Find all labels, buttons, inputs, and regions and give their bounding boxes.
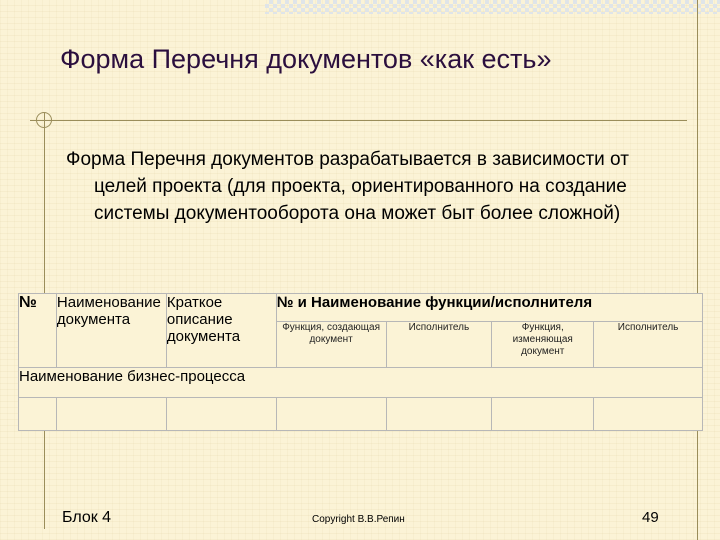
- footer-block-label: Блок 4: [62, 509, 112, 526]
- header-function-creating: Функция, создающая документ: [276, 322, 386, 368]
- header-function-changing: Функция, изменяющая документ: [492, 322, 594, 368]
- table-cell: [492, 398, 594, 431]
- table-cell: [166, 398, 276, 431]
- header-performer-1: Исполнитель: [386, 322, 492, 368]
- slide-title: Форма Перечня документов «как есть»: [60, 44, 552, 74]
- document-list-table: [18, 293, 703, 431]
- table-cell: [19, 398, 57, 431]
- table-cell: [386, 398, 492, 431]
- footer-page-number: 49: [642, 509, 659, 526]
- header-number: №: [19, 294, 57, 368]
- decorative-circle-icon: [36, 112, 52, 128]
- business-process-row: Наименование бизнес-процесса: [19, 368, 703, 398]
- table-cell: [56, 398, 166, 431]
- decorative-right-line: [697, 0, 698, 540]
- decorative-horizontal-line: [30, 120, 687, 121]
- table-cell: [276, 398, 386, 431]
- header-document-name: Наименование документа: [56, 294, 166, 368]
- header-performer-2: Исполнитель: [594, 322, 703, 368]
- decorative-checker-band: [265, 0, 720, 14]
- slide-body-text: Форма Перечня документов разрабатывается в зависимости от целей проекта (для проекта, ориентированного на создание системы документооборота она может быт более сложной): [66, 149, 629, 224]
- header-function-performer: № и Наименование функции/исполнителя: [276, 294, 702, 322]
- table-row: [19, 398, 703, 431]
- footer-copyright: Copyright В.В.Репин: [312, 514, 405, 525]
- table-cell: [594, 398, 703, 431]
- header-short-description: Краткое описание документа: [166, 294, 276, 368]
